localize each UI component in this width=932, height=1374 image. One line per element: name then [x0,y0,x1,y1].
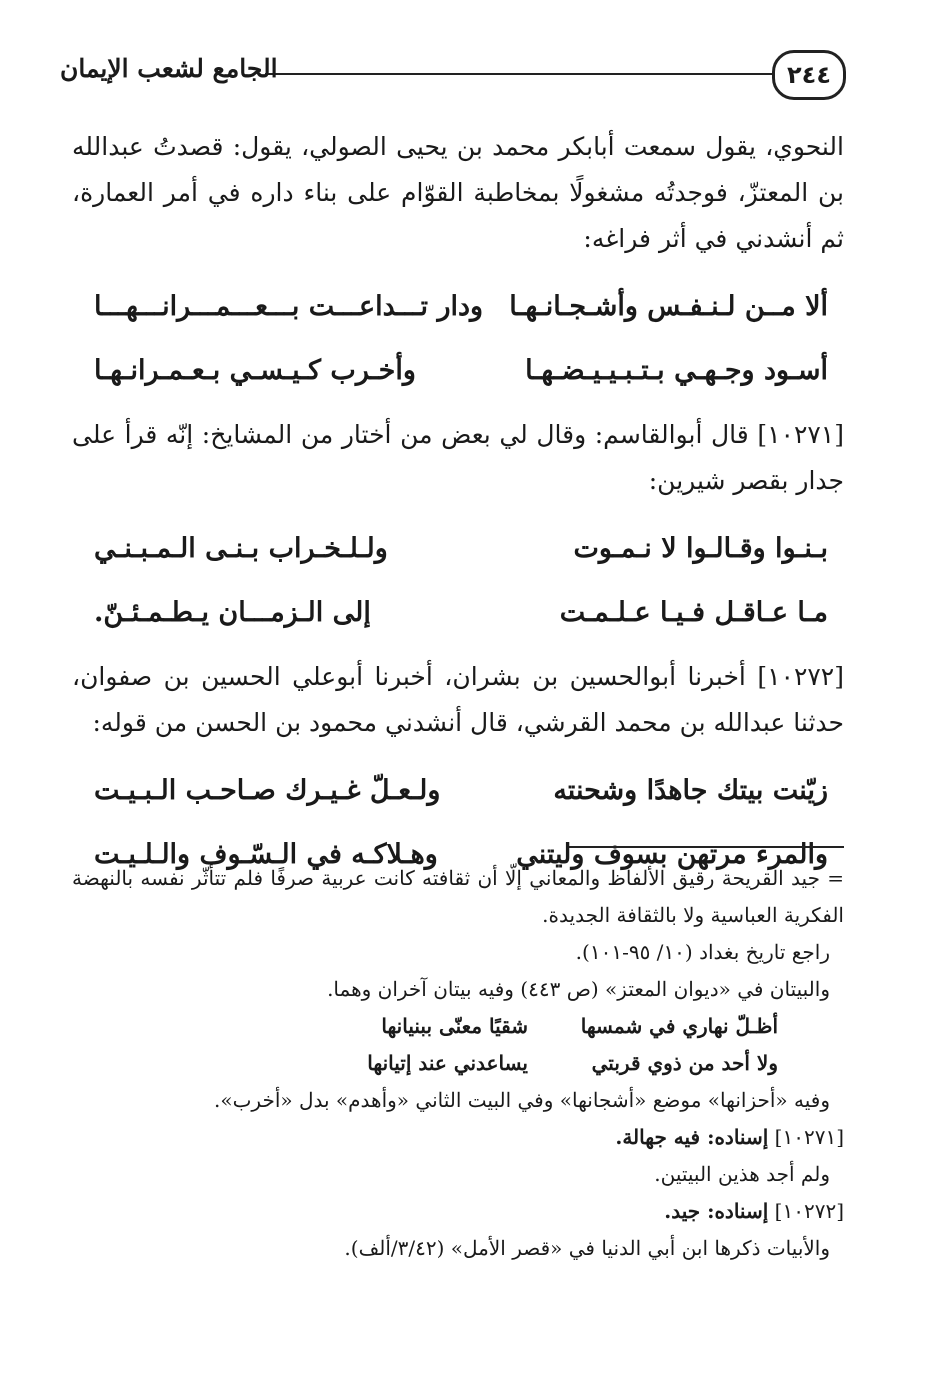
verse-hemistich: ألا مــن لـنـفـس وأشـجـانـهـا [509,290,828,322]
entry-number: [١٠٢٧٢] [757,662,844,691]
verse-hemistich: وهـلاكـه في الـسّـوف والـلـيـت [94,838,438,870]
footnote-reference: راجع تاريخ بغداد (١٠/ ٩٥-١٠١). [575,940,830,964]
footnote-variant: وفيه «أحزانها» موضع «أشجانها» وفي البيت الثاني «وأهدم» بدل «أخرب». [214,1088,830,1112]
verse-line [94,516,828,580]
verse-hemistich: بـنـوا وقـالـوا لا نـمـوت [573,532,828,564]
entry-text: قال أبوالقاسم: وقال لي بعض من أختار من المشايخ: إنّه قرأ على جدار بقصر شيرين: [72,420,844,495]
verse-hemistich: مـا عـاقـل فـيـا عـلـمـت [559,596,828,628]
main-text [72,124,844,896]
verse-line [94,758,828,822]
entry-number: [١٠٢٧١] [757,420,844,449]
footnote-10271 [72,1119,844,1156]
page-header [60,44,846,104]
footnote-isnad: إسناده: جيد. [664,1199,769,1223]
verse-hemistich: ولـعـلّ غـيـرك صـاحـب الـبـيـت [94,774,441,806]
footnote-note: ولم أجد هذين البيتين. [654,1162,830,1186]
entry-text: أخبرنا أبوالحسين بن بشران، أخبرنا أبوعلي الحسين بن صفوان، حدثنا عبدالله بن محمد القرشي، قال أنشدني محمود بن الحسن من قوله: [72,662,844,737]
footnote-diwan: والبيتان في «ديوان المعتز» (ص ٤٤٣) وفيه بيتان آخران وهما. [327,977,830,1001]
footnote-number: [١٠٢٧١] [774,1125,844,1149]
entry-10271 [72,412,844,504]
footnote-isnad: إسناده: فيه جهالة. [615,1125,769,1149]
footnote-continued: = جيد القريحة رقيق الألفاظ والمعاني إلّا أن ثقافته كانت عربية صرفًا فلم تتأثّر نفسه بالنهضة الفكرية العباسية ولا بالثقافة الجديدة. [72,866,844,927]
verse-line [94,338,828,402]
verse-hemistich: ولا أحد من ذوي قربتي [591,1051,778,1075]
verse-hemistich: يساعدني عند إتيانها [367,1051,528,1075]
footnote-note: والأبيات ذكرها ابن أبي الدنيا في «قصر الأمل» (٣/٤٢/ألف). [344,1236,830,1260]
verse-hemistich: وأخـرب كـيـسـي بـعـمـرانـهـا [94,354,416,386]
verse-hemistich: ودار تـــداعـــت بـــعـــمـــرانـــهـــا [94,290,484,322]
poem-1 [72,274,844,402]
page-number: ٢٤٤ [772,50,846,100]
verse-hemistich: ولـلـخـراب بـنـى الـمـبـنـي [94,532,388,564]
header-rule [265,73,774,75]
footnote-verse-line [72,1045,844,1082]
entry-10272 [72,654,844,746]
verse-line [94,580,828,644]
verse-line [94,274,828,338]
verse-hemistich: أسـود وجـهـي بـتـبـيـيـضـهـا [525,354,828,386]
verse-hemistich: أظـلّ نهاري في شمسها [580,1014,778,1038]
book-title: الجامع لشعب الإيمان [60,54,278,83]
intro-paragraph: النحوي، يقول سمعت أبابكر محمد بن يحيى الصولي، يقول: قصدتُ عبدالله بن المعتزّ، فوجدتُه مشغولًا بمخاطبة القوّام على بناء داره في أمر العمارة، ثم أنشدني في أثر فراغه: [72,132,844,253]
footnote-verse-line [72,1008,844,1045]
footnote-number: [١٠٢٧٢] [774,1199,844,1223]
verse-hemistich: والمرء مرتهن بسوف وليتني [516,838,828,870]
verse-hemistich: إلى الـزمـــان يـطـمـئـنّ. [94,596,371,628]
verse-hemistich: زيّنت بيتك جاهدًا وشحنته [553,774,828,806]
poem-2 [72,516,844,644]
verse-hemistich: شقيًا معنّى ببنيانها [381,1014,528,1038]
footnote-10272 [72,1193,844,1230]
footnotes [72,860,844,1267]
footnote-separator [569,846,844,848]
